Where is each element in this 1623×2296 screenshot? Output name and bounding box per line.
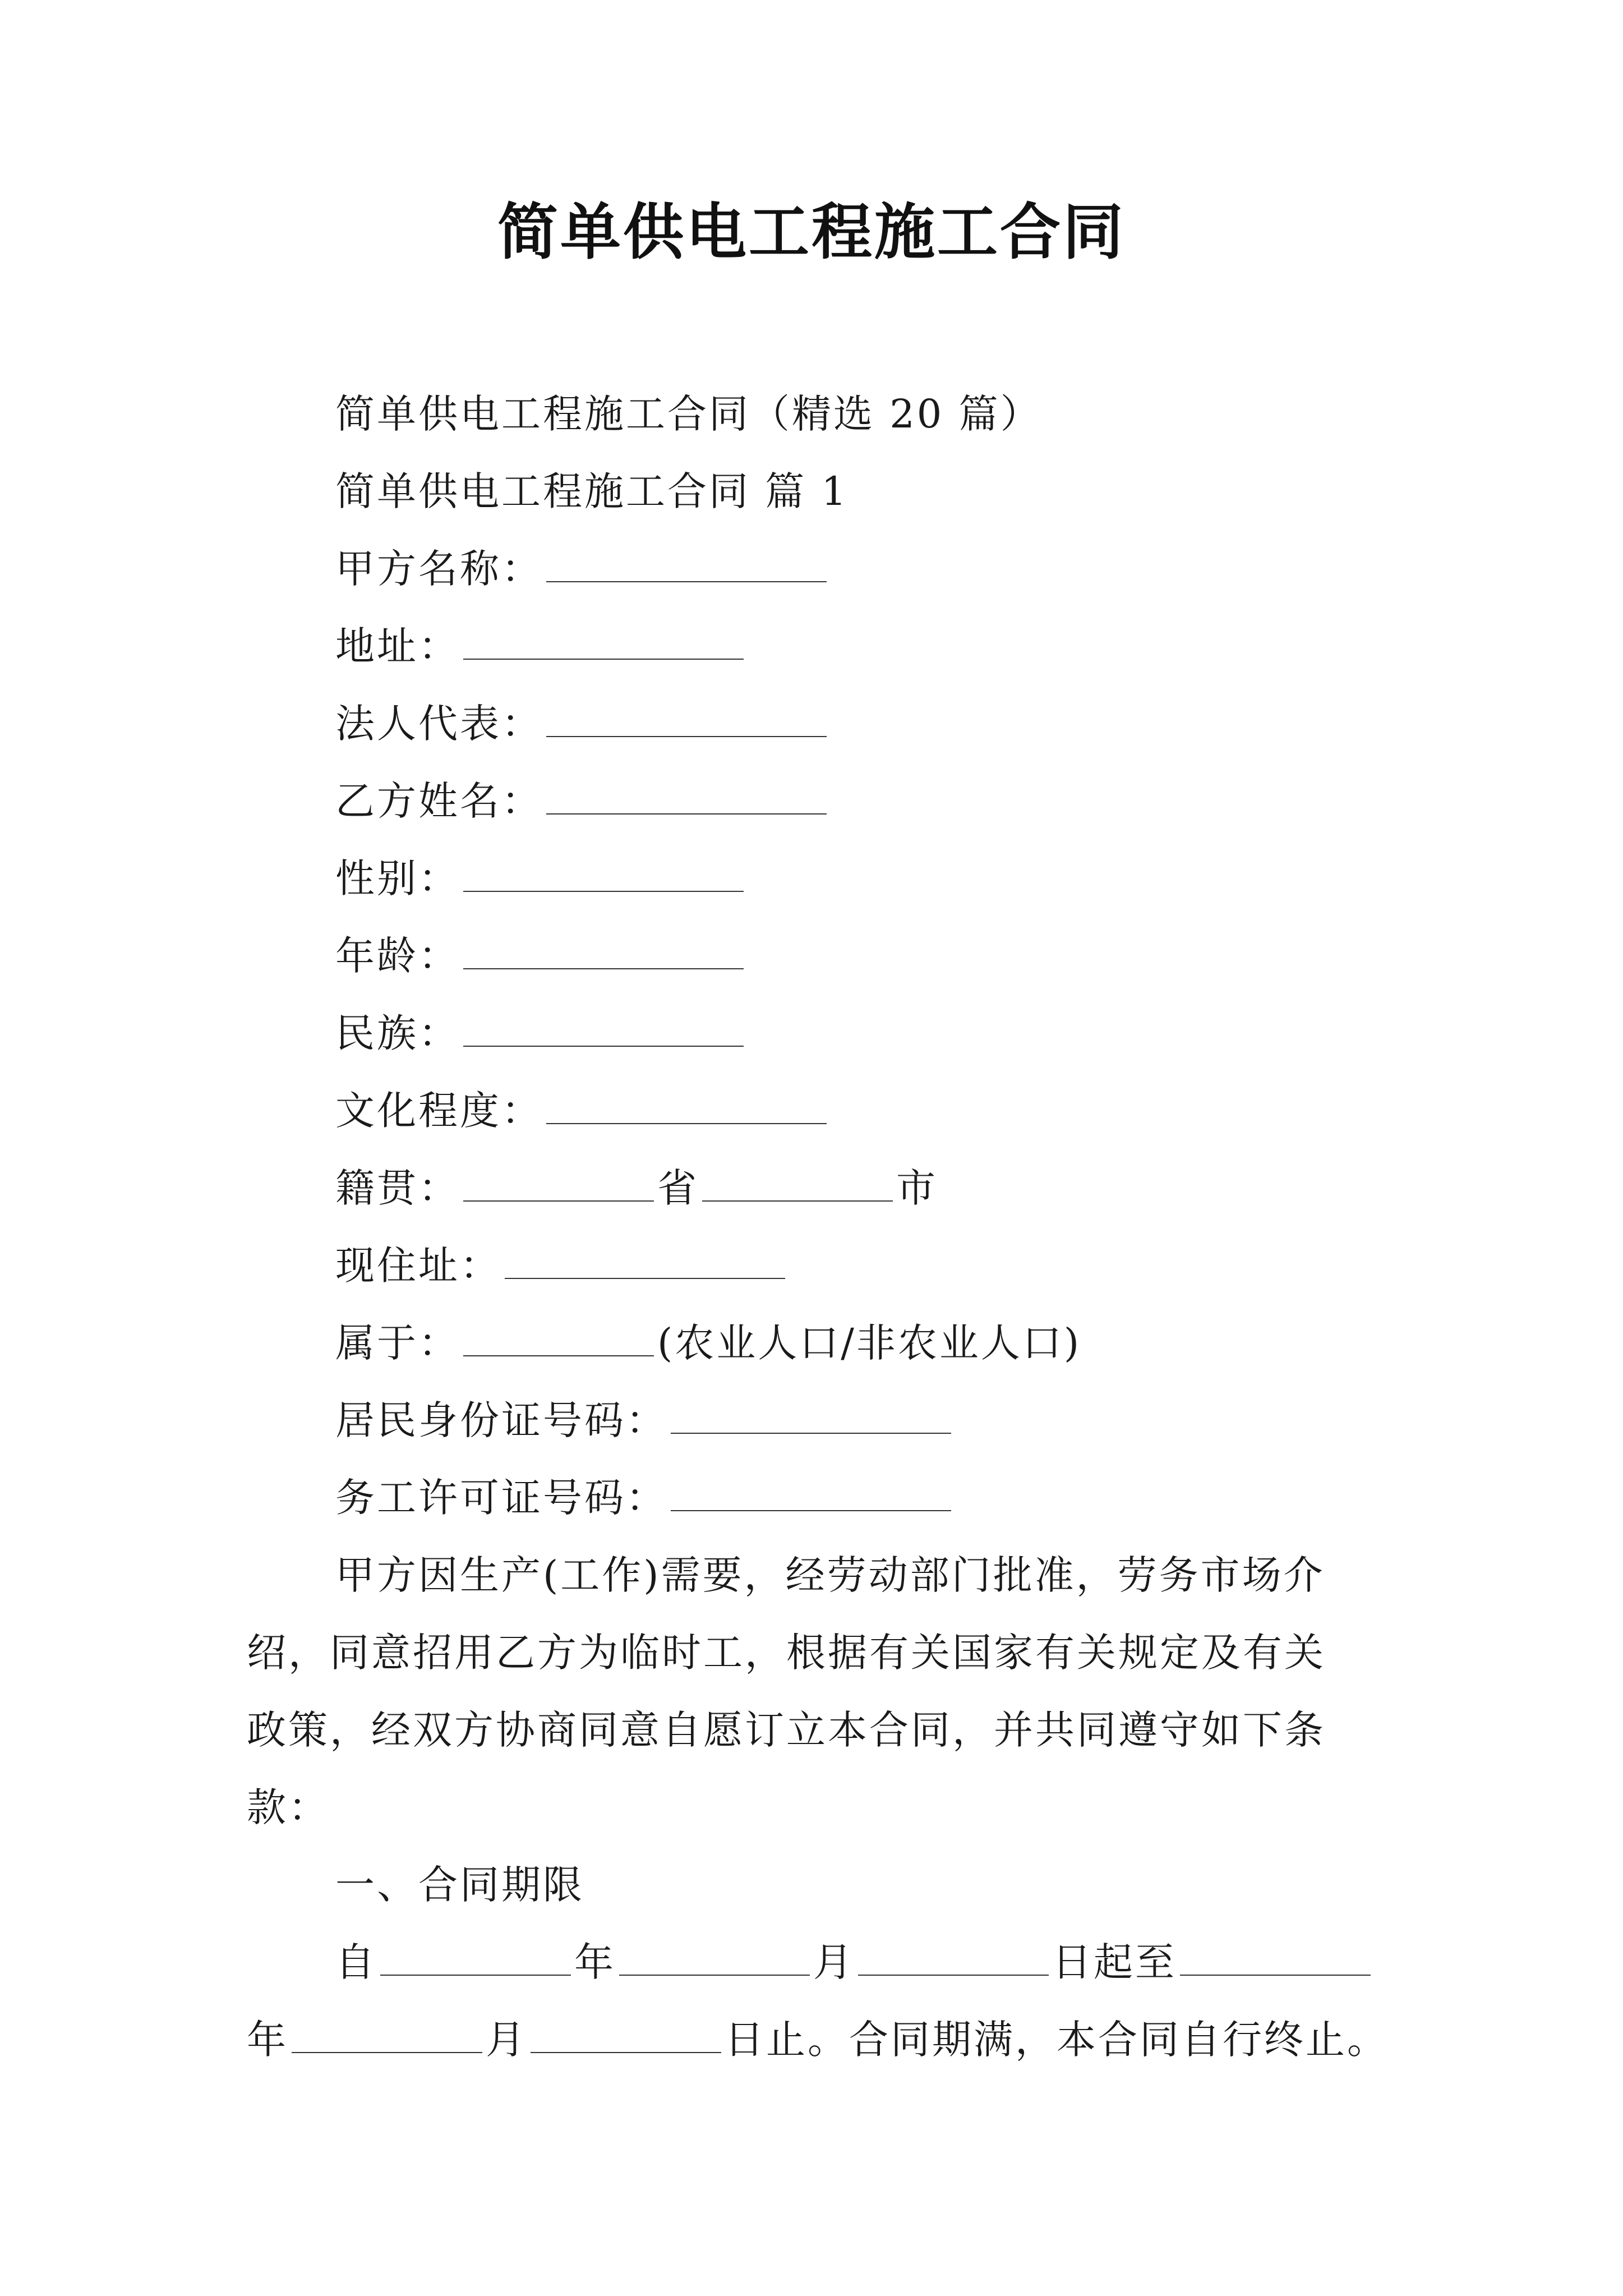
field-legal-rep bbox=[335, 696, 830, 752]
term-text: 日起至 bbox=[1052, 1939, 1177, 1985]
blank-line bbox=[463, 1320, 654, 1356]
blank-line bbox=[619, 1940, 810, 1976]
contract-term-line-2 bbox=[247, 2012, 1389, 2068]
term-text: 年 bbox=[247, 2017, 288, 2063]
section-heading: 简单供电工程施工合同 篇 1 bbox=[335, 468, 849, 514]
term-text: 月 bbox=[486, 2017, 527, 2063]
field-label: 年龄： bbox=[335, 933, 460, 979]
field-label: 甲方名称： bbox=[335, 546, 543, 592]
field-party-b-name bbox=[335, 773, 830, 829]
blank-line bbox=[546, 546, 827, 582]
term-text: 年 bbox=[574, 1939, 616, 1985]
field-label: 文化程度： bbox=[335, 1088, 543, 1134]
blank-line bbox=[671, 1398, 951, 1434]
field-address bbox=[335, 618, 747, 674]
field-party-a-name bbox=[335, 541, 830, 597]
term-text: 自 bbox=[335, 1939, 377, 1985]
blank-line bbox=[463, 1011, 744, 1047]
blank-line bbox=[531, 2017, 721, 2053]
field-label: 地址： bbox=[335, 623, 460, 669]
paragraph-line: 政策，经双方协商同意自愿订立本合同，并共同遵守如下条 bbox=[247, 1707, 1326, 1753]
blank-line bbox=[546, 779, 827, 815]
field-native-place bbox=[335, 1160, 938, 1216]
blank-line bbox=[463, 933, 744, 969]
blank-line bbox=[858, 1940, 1049, 1976]
field-id-number bbox=[335, 1392, 955, 1448]
clause-heading: 一、合同期限 bbox=[335, 1862, 584, 1908]
belongs-options: (农业人口/非农业人口) bbox=[657, 1320, 1082, 1366]
paragraph-line: 绍，同意招用乙方为临时工，根据有关国家有关规定及有关 bbox=[247, 1630, 1326, 1676]
field-belongs-to bbox=[335, 1315, 1081, 1371]
field-ethnicity bbox=[335, 1005, 747, 1061]
blank-line bbox=[702, 1166, 893, 1202]
term-text: 日止。合同期满，本合同自行终止。 bbox=[725, 2017, 1389, 2063]
field-work-permit bbox=[335, 1470, 955, 1526]
field-label: 乙方姓名： bbox=[335, 778, 543, 824]
paragraph-line: 款： bbox=[247, 1784, 330, 1830]
document-subtitle: 简单供电工程施工合同（精选 20 篇） bbox=[335, 391, 1042, 437]
contract-term-line-1 bbox=[335, 1934, 1374, 1990]
field-education bbox=[335, 1083, 830, 1139]
city-label: 市 bbox=[896, 1165, 938, 1211]
field-label: 居民身份证号码： bbox=[335, 1397, 667, 1443]
blank-line bbox=[1180, 1940, 1371, 1976]
blank-line bbox=[292, 2017, 482, 2053]
field-age bbox=[335, 928, 747, 984]
paragraph-line: 甲方因生产(工作)需要，经劳动部门批准，劳务市场介 bbox=[335, 1552, 1325, 1598]
blank-line bbox=[463, 624, 744, 660]
field-label: 法人代表： bbox=[335, 701, 543, 747]
blank-line bbox=[463, 856, 744, 892]
document-title: 简单供电工程施工合同 bbox=[497, 197, 1126, 268]
field-label: 性别： bbox=[335, 855, 460, 901]
field-label: 民族： bbox=[335, 1010, 460, 1056]
field-gender bbox=[335, 850, 747, 907]
field-current-address bbox=[335, 1237, 789, 1294]
field-label: 务工许可证号码： bbox=[335, 1475, 667, 1521]
blank-line bbox=[463, 1166, 654, 1202]
blank-line bbox=[546, 1088, 827, 1124]
blank-line bbox=[546, 701, 827, 737]
field-label: 现住址： bbox=[335, 1243, 501, 1289]
term-text: 月 bbox=[813, 1939, 855, 1985]
field-label: 籍贯： bbox=[335, 1165, 460, 1211]
blank-line bbox=[505, 1243, 785, 1279]
field-label: 属于： bbox=[335, 1320, 460, 1366]
blank-line bbox=[380, 1940, 571, 1976]
province-label: 省 bbox=[657, 1165, 699, 1211]
blank-line bbox=[671, 1475, 951, 1511]
